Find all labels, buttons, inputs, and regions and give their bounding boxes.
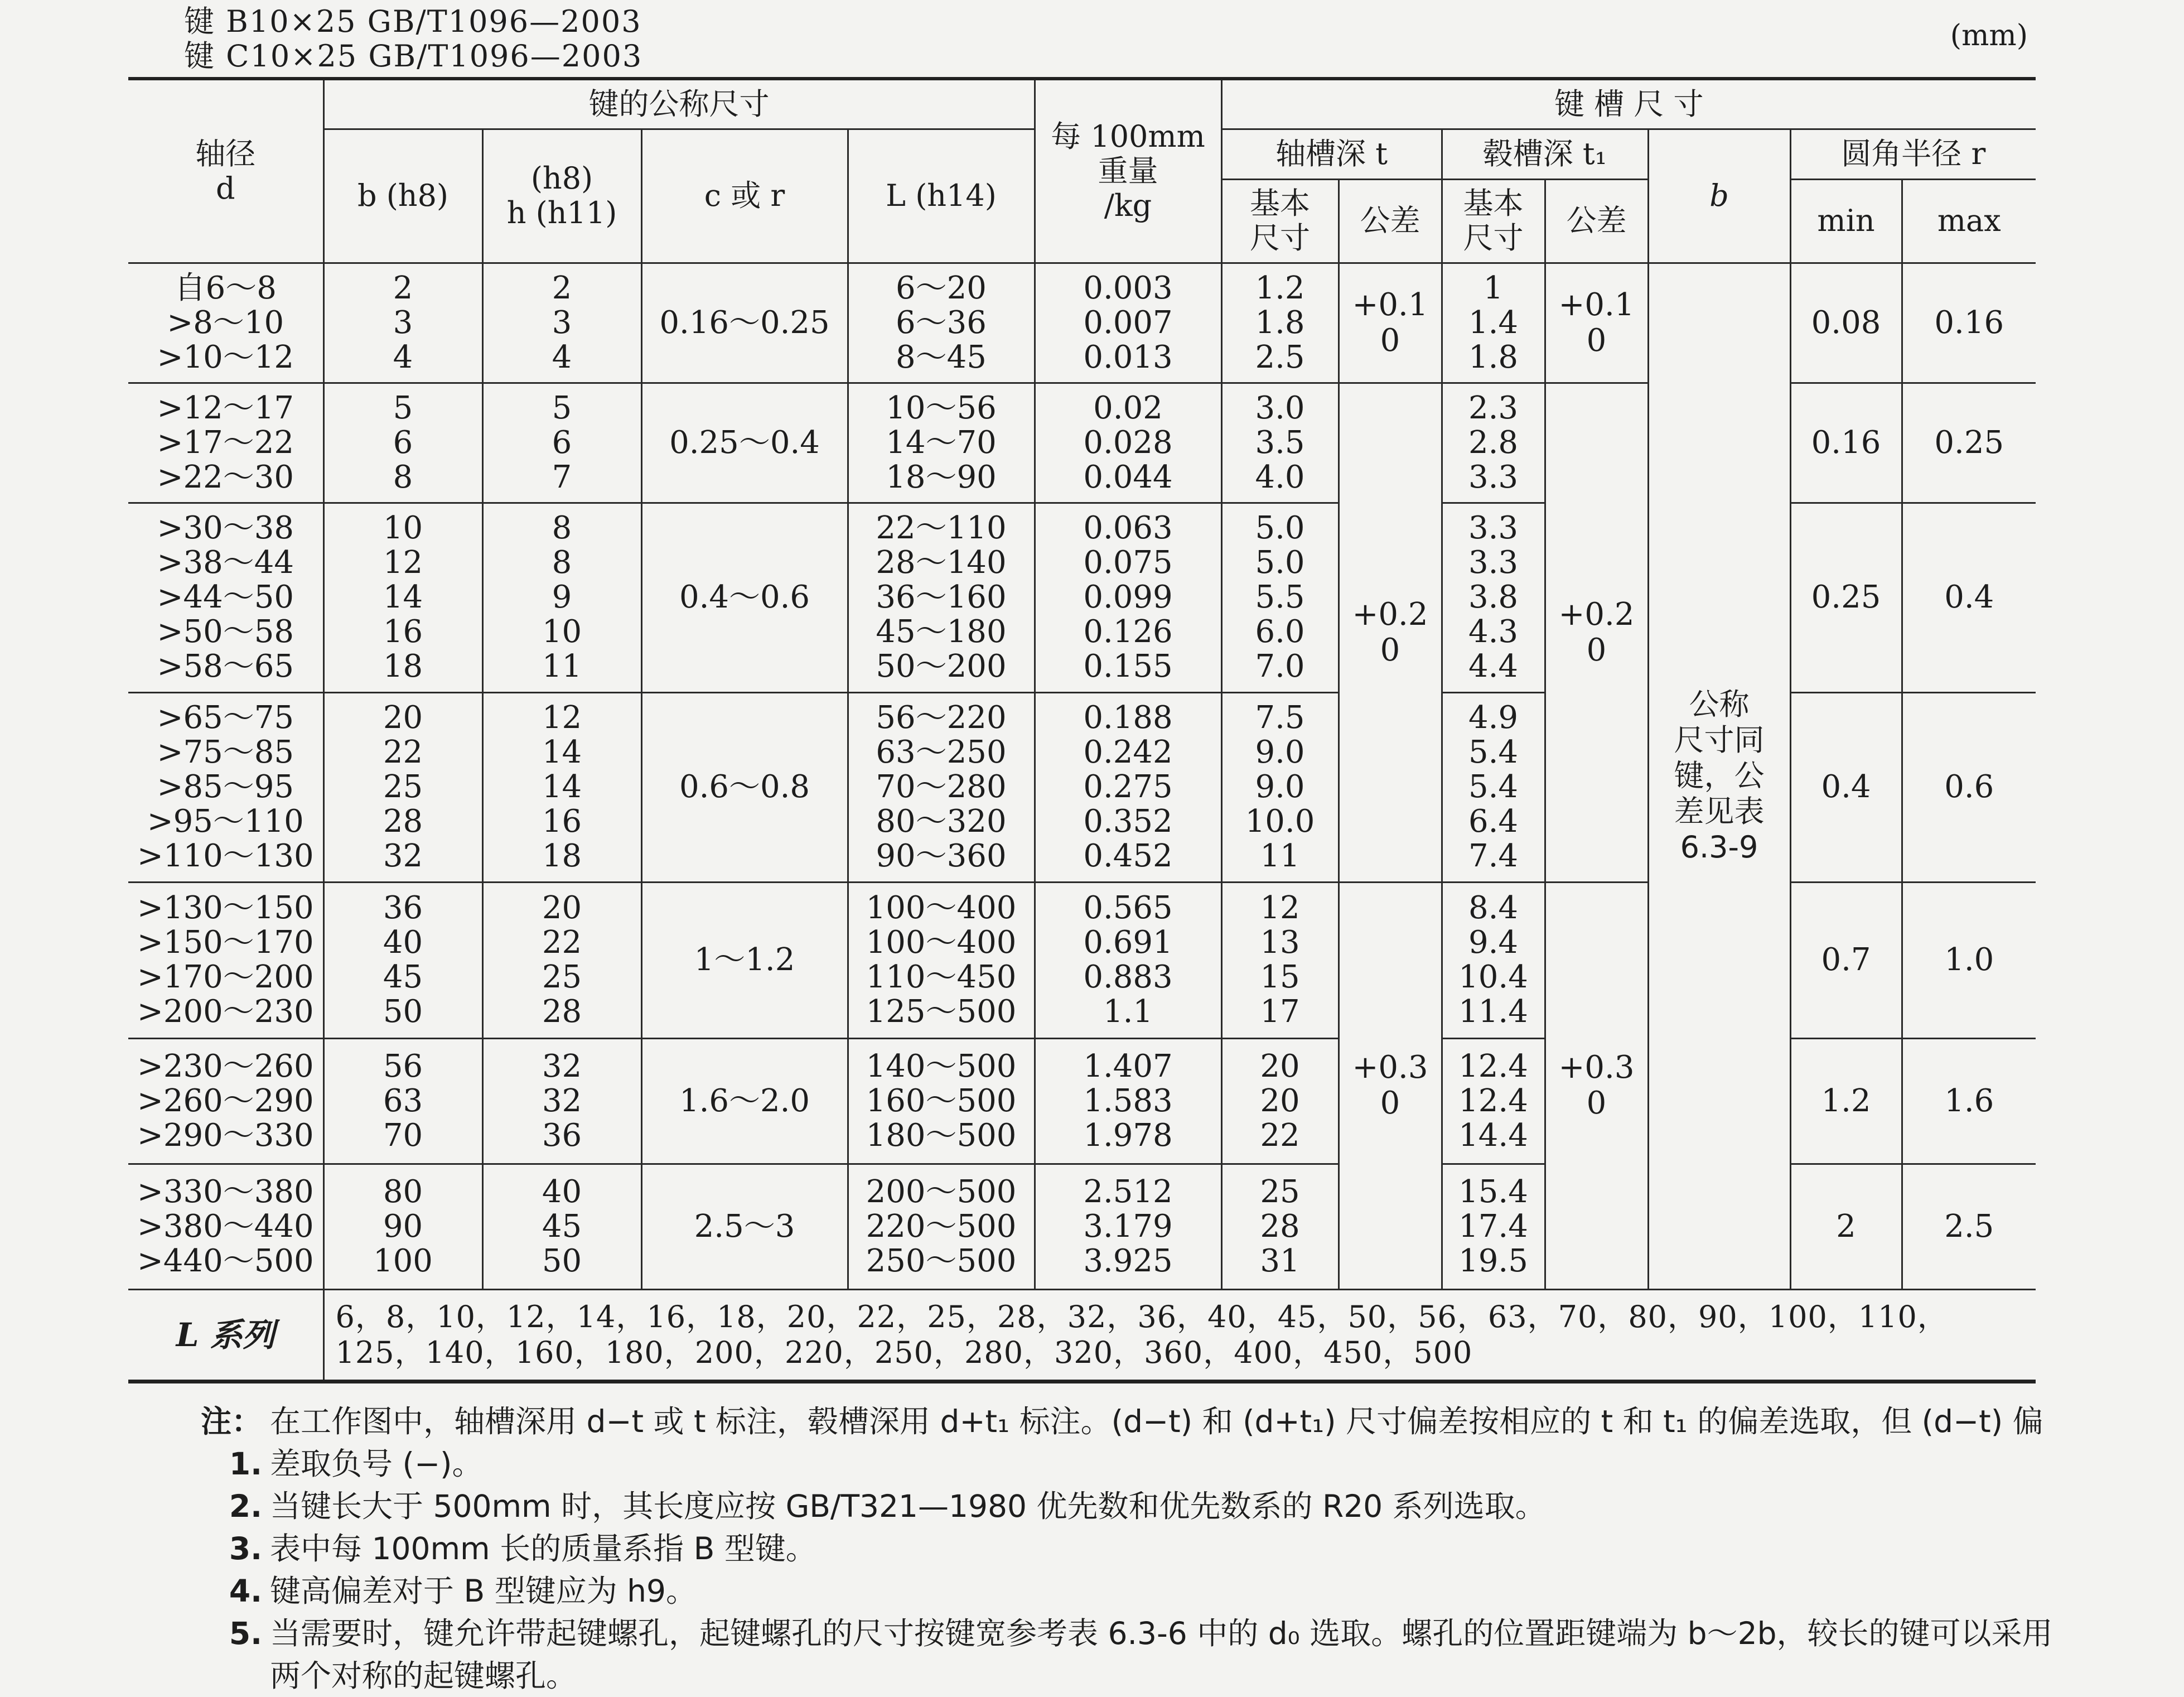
cell-L: 6～20 6～36 8～45 bbox=[848, 263, 1035, 383]
cell-r-max: 1.0 bbox=[1902, 882, 2036, 1038]
cell-d: >230～260 >260～290 >290～330 bbox=[128, 1038, 323, 1164]
cell-b: 5 6 8 bbox=[323, 383, 482, 503]
cell-b: 20 22 25 28 32 bbox=[323, 692, 482, 882]
note-item bbox=[184, 1570, 2069, 1612]
note-item bbox=[184, 1400, 2069, 1485]
header-shaft-diameter: 轴径 d bbox=[128, 79, 323, 263]
header-r-max: max bbox=[1902, 179, 2036, 263]
cell-r-max: 0.6 bbox=[1902, 692, 2036, 882]
cell-L: 56～220 63～250 70～280 80～320 90～360 bbox=[848, 692, 1035, 882]
cell-h: 5 6 7 bbox=[482, 383, 641, 503]
cell-d: >330～380 >380～440 >440～500 bbox=[128, 1164, 323, 1289]
cell-t1-tol: +0.2 0 bbox=[1545, 383, 1648, 882]
cell-slot-b-note: 公称 尺寸同 键，公 差见表 6.3-9 bbox=[1648, 263, 1790, 1289]
cell-t: 5.0 5.0 5.5 6.0 7.0 bbox=[1221, 503, 1339, 692]
cell-t: 7.5 9.0 9.0 10.0 11 bbox=[1221, 692, 1339, 882]
header-b: b (h8) bbox=[323, 129, 482, 263]
cell-t-tol: +0.2 0 bbox=[1339, 383, 1442, 882]
cell-t: 25 28 31 bbox=[1221, 1164, 1339, 1289]
cell-h: 8 8 9 10 11 bbox=[482, 503, 641, 692]
cell-t1: 15.4 17.4 19.5 bbox=[1442, 1164, 1545, 1289]
note-number: 4. bbox=[229, 1573, 262, 1609]
cell-L: 140～500 160～500 180～500 bbox=[848, 1038, 1035, 1164]
cell-L: 10～56 14～70 18～90 bbox=[848, 383, 1035, 503]
cell-c-r: 0.6～0.8 bbox=[641, 692, 848, 882]
cell-c-r: 1～1.2 bbox=[641, 882, 848, 1038]
header-keyway: 键 槽 尺 寸 bbox=[1221, 79, 2036, 129]
cell-d: >65～75 >75～85 >85～95 >95～110 >110～130 bbox=[128, 692, 323, 882]
l-series-label: L 系列 bbox=[128, 1289, 323, 1381]
cell-t1-tol: +0.1 0 bbox=[1545, 263, 1648, 383]
cell-c-r: 0.16～0.25 bbox=[641, 263, 848, 383]
key-spec-c: 键 C10×25 GB/T1096—2003 bbox=[184, 38, 643, 74]
cell-weight: 0.188 0.242 0.275 0.352 0.452 bbox=[1035, 692, 1221, 882]
cell-h: 20 22 25 28 bbox=[482, 882, 641, 1038]
note-text: 当需要时，键允许带起键螺孔，起键螺孔的尺寸按键宽参考表 6.3-6 中的 d₀ 选取。螺孔的位置距键端为 b～2b，较长的键可以采用两个对称的起键螺孔。 bbox=[270, 1616, 2053, 1694]
cell-r-max: 0.4 bbox=[1902, 503, 2036, 692]
note-text: 表中每 100mm 长的质量系指 B 型键。 bbox=[270, 1531, 816, 1566]
cell-h: 2 3 4 bbox=[482, 263, 641, 383]
header-h: (h8) h (h11) bbox=[482, 129, 641, 263]
key-dimension-table bbox=[128, 77, 2036, 1383]
note-item bbox=[184, 1527, 2069, 1570]
header-t1-basic: 基本 尺寸 bbox=[1442, 179, 1545, 263]
note-text: 键高偏差对于 B 型键应为 h9。 bbox=[270, 1573, 697, 1609]
cell-r-min: 0.08 bbox=[1790, 263, 1902, 383]
cell-h: 40 45 50 bbox=[482, 1164, 641, 1289]
note-item bbox=[184, 1612, 2069, 1697]
cell-h: 32 32 36 bbox=[482, 1038, 641, 1164]
header-shaft-depth: 轴槽深 t bbox=[1221, 129, 1442, 179]
cell-t1-tol: +0.3 0 bbox=[1545, 882, 1648, 1289]
header-t-basic: 基本 尺寸 bbox=[1221, 179, 1339, 263]
cell-r-min: 0.25 bbox=[1790, 503, 1902, 692]
unit-label: (mm) bbox=[1950, 19, 2028, 52]
cell-r-max: 0.16 bbox=[1902, 263, 2036, 383]
cell-t-tol: +0.1 0 bbox=[1339, 263, 1442, 383]
cell-h: 12 14 14 16 18 bbox=[482, 692, 641, 882]
cell-weight: 1.407 1.583 1.978 bbox=[1035, 1038, 1221, 1164]
cell-r-max: 2.5 bbox=[1902, 1164, 2036, 1289]
header-weight: 每 100mm 重量 /kg bbox=[1035, 79, 1221, 263]
cell-t1: 2.3 2.8 3.3 bbox=[1442, 383, 1545, 503]
header-t1-tol: 公差 bbox=[1545, 179, 1648, 263]
header-c-r: c 或 r bbox=[641, 129, 848, 263]
cell-b: 36 40 45 50 bbox=[323, 882, 482, 1038]
note-text: 在工作图中，轴槽深用 d−t 或 t 标注，毂槽深用 d+t₁ 标注。(d−t) 和 (d+t₁) 尺寸偏差按相应的 t 和 t₁ 的偏差选取，但 (d−t) 偏差取负号 (−)。 bbox=[270, 1404, 2043, 1482]
cell-weight: 0.003 0.007 0.013 bbox=[1035, 263, 1221, 383]
cell-L: 200～500 220～500 250～500 bbox=[848, 1164, 1035, 1289]
header-key-nominal: 键的公称尺寸 bbox=[323, 79, 1035, 129]
header-L: L (h14) bbox=[848, 129, 1035, 263]
cell-r-min: 2 bbox=[1790, 1164, 1902, 1289]
header-t-tol: 公差 bbox=[1339, 179, 1442, 263]
note-number: 5. bbox=[229, 1616, 262, 1651]
cell-weight: 0.02 0.028 0.044 bbox=[1035, 383, 1221, 503]
header-radius: 圆角半径 r bbox=[1790, 129, 2036, 179]
header-r-min: min bbox=[1790, 179, 1902, 263]
cell-t-tol: +0.3 0 bbox=[1339, 882, 1442, 1289]
note-text: 当键长大于 500mm 时，其长度应按 GB/T321—1980 优先数和优先数系的 R20 系列选取。 bbox=[270, 1488, 1546, 1524]
note-number: 3. bbox=[229, 1531, 262, 1566]
cell-r-max: 1.6 bbox=[1902, 1038, 2036, 1164]
cell-d: >130～150 >150～170 >170～200 >200～230 bbox=[128, 882, 323, 1038]
notes-prefix: 注： bbox=[200, 1404, 262, 1439]
cell-c-r: 1.6～2.0 bbox=[641, 1038, 848, 1164]
cell-t1: 1 1.4 1.8 bbox=[1442, 263, 1545, 383]
cell-t: 20 20 22 bbox=[1221, 1038, 1339, 1164]
cell-t1: 3.3 3.3 3.8 4.3 4.4 bbox=[1442, 503, 1545, 692]
cell-r-min: 1.2 bbox=[1790, 1038, 1902, 1164]
cell-t: 12 13 15 17 bbox=[1221, 882, 1339, 1038]
note-number bbox=[184, 1400, 270, 1485]
note-number: 2. bbox=[229, 1488, 262, 1524]
note-number-text: 1. bbox=[229, 1446, 262, 1482]
cell-L: 100～400 100～400 110～450 125～500 bbox=[848, 882, 1035, 1038]
cell-d: 自6～8 >8～10 >10～12 bbox=[128, 263, 323, 383]
cell-b: 10 12 14 16 18 bbox=[323, 503, 482, 692]
cell-t: 3.0 3.5 4.0 bbox=[1221, 383, 1339, 503]
cell-L: 22～110 28～140 36～160 45～180 50～200 bbox=[848, 503, 1035, 692]
cell-d: >12～17 >17～22 >22～30 bbox=[128, 383, 323, 503]
cell-d: >30～38 >38～44 >44～50 >50～58 >58～65 bbox=[128, 503, 323, 692]
cell-b: 2 3 4 bbox=[323, 263, 482, 383]
notes-section bbox=[184, 1400, 2069, 1697]
cell-t1: 8.4 9.4 10.4 11.4 bbox=[1442, 882, 1545, 1038]
cell-r-max: 0.25 bbox=[1902, 383, 2036, 503]
cell-weight: 0.063 0.075 0.099 0.126 0.155 bbox=[1035, 503, 1221, 692]
cell-r-min: 0.16 bbox=[1790, 383, 1902, 503]
cell-b: 56 63 70 bbox=[323, 1038, 482, 1164]
header-hub-depth: 毂槽深 t₁ bbox=[1442, 129, 1648, 179]
cell-r-min: 0.4 bbox=[1790, 692, 1902, 882]
cell-t1: 12.4 12.4 14.4 bbox=[1442, 1038, 1545, 1164]
cell-t: 1.2 1.8 2.5 bbox=[1221, 263, 1339, 383]
cell-b: 80 90 100 bbox=[323, 1164, 482, 1289]
cell-c-r: 0.4～0.6 bbox=[641, 503, 848, 692]
cell-c-r: 2.5～3 bbox=[641, 1164, 848, 1289]
cell-weight: 0.565 0.691 0.883 1.1 bbox=[1035, 882, 1221, 1038]
header-slot-b: b bbox=[1648, 129, 1790, 263]
key-spec-b: 键 B10×25 GB/T1096—2003 bbox=[184, 4, 642, 39]
l-series-values: 6，8，10，12，14，16，18，20，22，25，28，32，36，40，45，50，56，63，70，80，90，100，110，125，140，160，180，200，220，250，280，320，360，400，450，500 bbox=[323, 1289, 2036, 1381]
note-item bbox=[184, 1485, 2069, 1527]
cell-weight: 2.512 3.179 3.925 bbox=[1035, 1164, 1221, 1289]
cell-t1: 4.9 5.4 5.4 6.4 7.4 bbox=[1442, 692, 1545, 882]
cell-c-r: 0.25～0.4 bbox=[641, 383, 848, 503]
cell-r-min: 0.7 bbox=[1790, 882, 1902, 1038]
